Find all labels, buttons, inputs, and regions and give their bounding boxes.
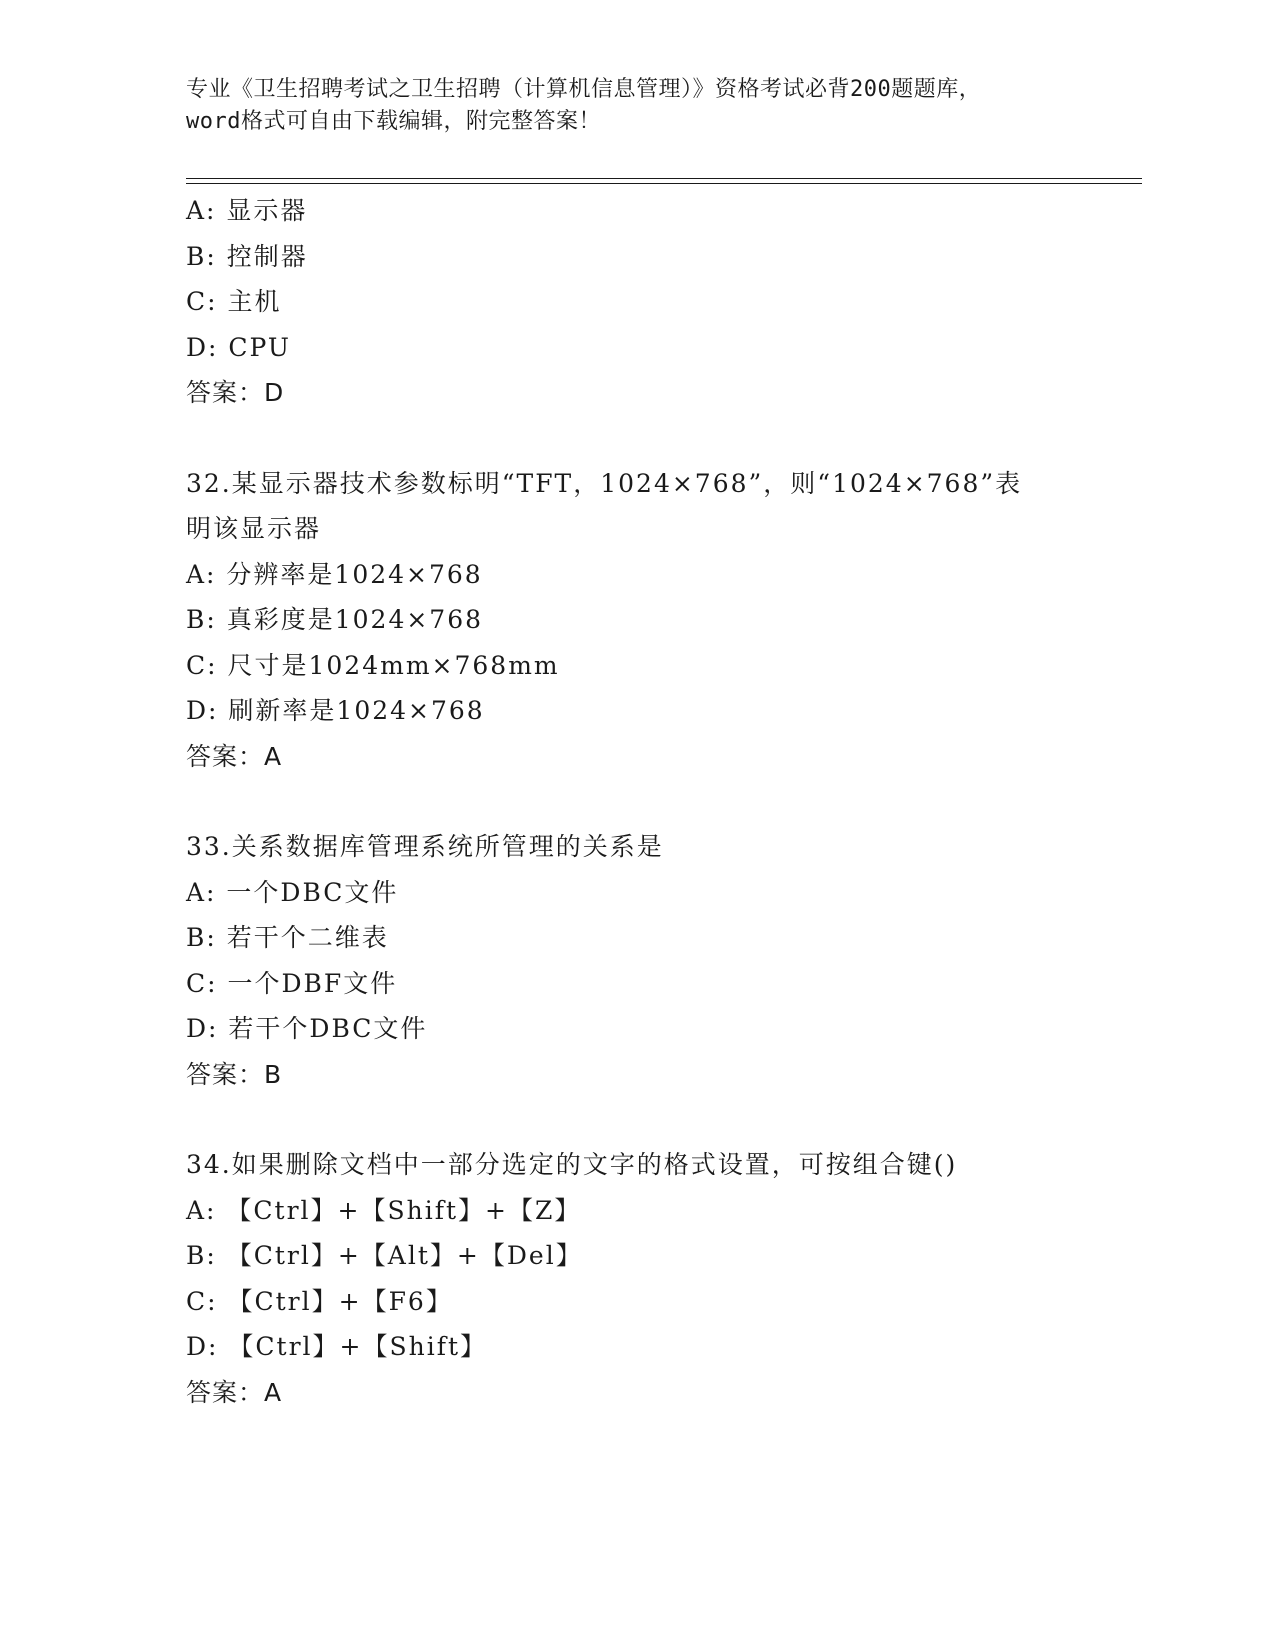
option-d: D: 刷新率是1024×768 xyxy=(186,696,485,725)
option-c: C: 尺寸是1024mm×768mm xyxy=(186,650,560,680)
question-32 xyxy=(186,461,1086,780)
question-34 xyxy=(186,1142,1086,1415)
option-d: D: 若干个DBC文件 xyxy=(186,1014,428,1043)
option-a: A: 【Ctrl】+【Shift】+【Z】 xyxy=(186,1195,582,1225)
option-c: C: 一个DBF文件 xyxy=(186,968,398,998)
option-a: A: 一个DBC文件 xyxy=(186,877,399,907)
answer-line: 答案：A xyxy=(186,1377,283,1407)
question-stem: 32.某显示器技术参数标明“TFT，1024×768”，则“1024×768”表明该显示器 xyxy=(186,468,1023,543)
header-line-1: 专业《卫生招聘考试之卫生招聘（计算机信息管理）》资格考试必背200题题库， xyxy=(186,77,982,102)
option-b: B: 【Ctrl】+【Alt】+【Del】 xyxy=(186,1241,583,1270)
question-list xyxy=(186,188,1086,1415)
document-header xyxy=(186,74,1086,138)
header-line-2: word格式可自由下载编辑，附完整答案！ xyxy=(186,109,601,134)
option-b: B: 控制器 xyxy=(186,241,308,271)
option-b: B: 若干个二维表 xyxy=(186,923,389,952)
question-31-partial xyxy=(186,188,1086,416)
question-33 xyxy=(186,824,1086,1097)
header-divider-top xyxy=(186,178,1142,179)
header-divider-bottom xyxy=(186,183,1142,184)
question-stem: 34.如果删除文档中一部分选定的文字的格式设置，可按组合键() xyxy=(186,1150,958,1179)
answer-line: 答案：A xyxy=(186,741,283,771)
option-a: A: 分辨率是1024×768 xyxy=(186,559,483,589)
option-d: D: 【Ctrl】+【Shift】 xyxy=(186,1332,488,1361)
answer-line: 答案：B xyxy=(186,1059,283,1089)
option-a: A: 显示器 xyxy=(186,196,308,225)
option-c: C: 主机 xyxy=(186,287,282,316)
answer-line: 答案：D xyxy=(186,378,285,407)
question-stem: 33.关系数据库管理系统所管理的关系是 xyxy=(186,832,664,861)
option-d: D: CPU xyxy=(186,332,291,362)
option-b: B: 真彩度是1024×768 xyxy=(186,605,484,634)
option-c: C: 【Ctrl】+【F6】 xyxy=(186,1286,453,1316)
